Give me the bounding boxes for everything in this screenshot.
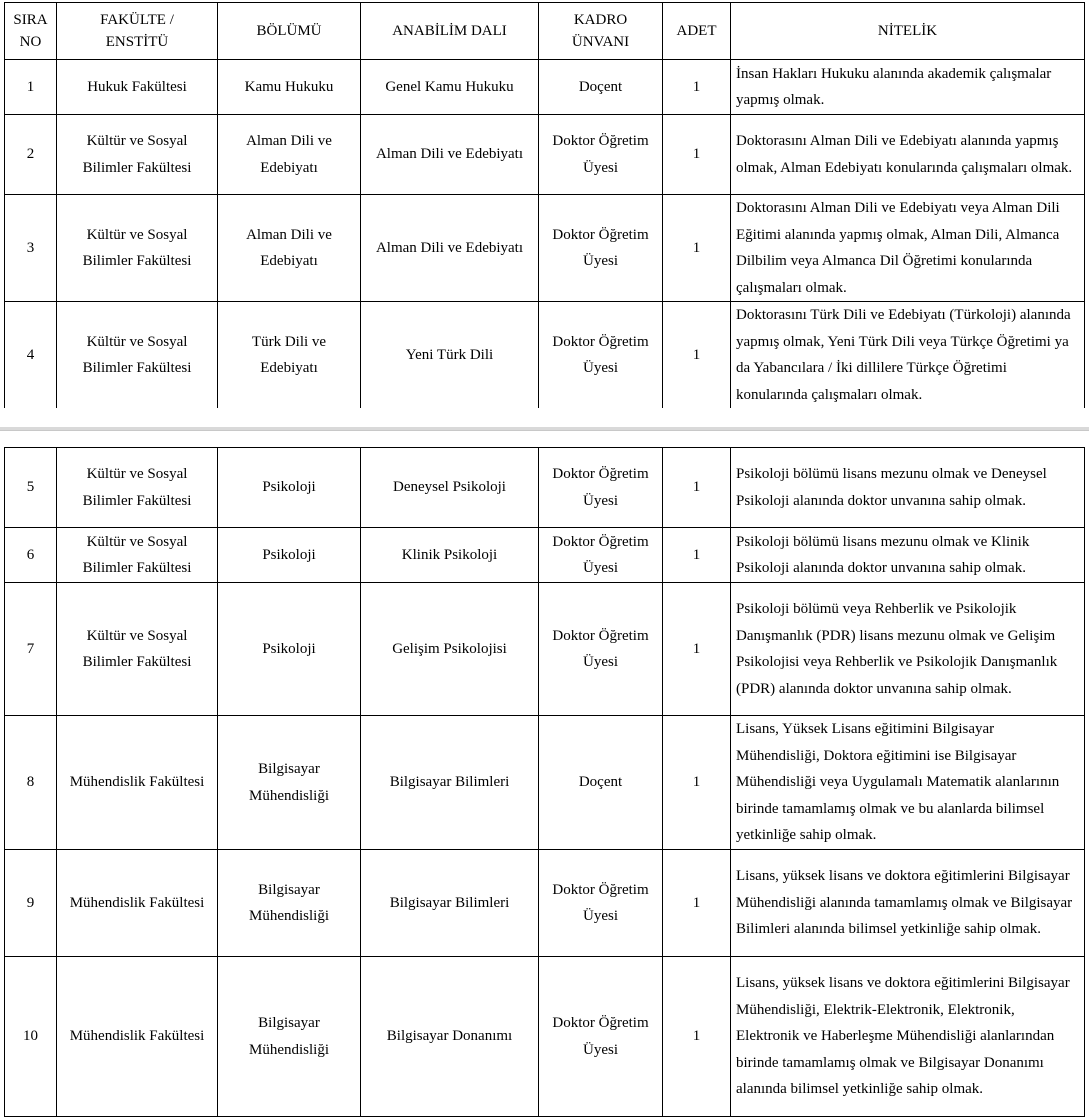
cell-bolum: Psikoloji: [218, 583, 361, 716]
faculty-positions-table-part-2: [4, 447, 1085, 1117]
table-row: [5, 195, 1085, 302]
cell-sira: 4: [5, 302, 57, 409]
cell-bolum: Bilgisayar Mühendisliği: [218, 957, 361, 1117]
cell-adet: 1: [663, 957, 731, 1117]
cell-nitelik: Lisans, yüksek lisans ve doktora eğitimlerini Bilgisayar Mühendisliği alanında tamamlamış olmak ve Bilgisayar Bilimleri alanında bilimsel yetkinliğe sahip olmak.: [731, 850, 1085, 957]
cell-kadro: Doçent: [539, 716, 663, 850]
cell-kadro: Doktor Öğretim Üyesi: [539, 528, 663, 583]
cell-fakulte: Kültür ve Sosyal Bilimler Fakültesi: [57, 448, 218, 528]
header-sira: SIRA NO: [5, 3, 57, 60]
cell-nitelik: Psikoloji bölümü lisans mezunu olmak ve Klinik Psikoloji alanında doktor unvanına sahip olmak.: [731, 528, 1085, 583]
cell-bolum: Alman Dili ve Edebiyatı: [218, 115, 361, 195]
cell-anabilim: Yeni Türk Dili: [361, 302, 539, 409]
cell-adet: 1: [663, 60, 731, 115]
cell-fakulte: Kültür ve Sosyal Bilimler Fakültesi: [57, 302, 218, 409]
cell-adet: 1: [663, 583, 731, 716]
table-row: [5, 448, 1085, 528]
cell-bolum: Kamu Hukuku: [218, 60, 361, 115]
faculty-positions-table-part-1: [4, 2, 1085, 409]
cell-adet: 1: [663, 716, 731, 850]
cell-bolum: Alman Dili ve Edebiyatı: [218, 195, 361, 302]
header-nitelik: NİTELİK: [731, 3, 1085, 60]
cell-fakulte: Mühendislik Fakültesi: [57, 716, 218, 850]
cell-adet: 1: [663, 528, 731, 583]
cell-sira: 9: [5, 850, 57, 957]
cell-kadro: Doktor Öğretim Üyesi: [539, 195, 663, 302]
cell-sira: 8: [5, 716, 57, 850]
cell-fakulte: Kültür ve Sosyal Bilimler Fakültesi: [57, 115, 218, 195]
table-row: [5, 60, 1085, 115]
cell-sira: 10: [5, 957, 57, 1117]
cell-kadro: Doktor Öğretim Üyesi: [539, 115, 663, 195]
cell-sira: 3: [5, 195, 57, 302]
cell-fakulte: Mühendislik Fakültesi: [57, 850, 218, 957]
cell-sira: 1: [5, 60, 57, 115]
cell-bolum: Psikoloji: [218, 448, 361, 528]
table-row: [5, 302, 1085, 409]
header-kadro: KADRO ÜNVANI: [539, 3, 663, 60]
cell-anabilim: Alman Dili ve Edebiyatı: [361, 115, 539, 195]
cell-bolum: Bilgisayar Mühendisliği: [218, 850, 361, 957]
cell-anabilim: Klinik Psikoloji: [361, 528, 539, 583]
cell-adet: 1: [663, 448, 731, 528]
cell-fakulte: Mühendislik Fakültesi: [57, 957, 218, 1117]
cell-fakulte: Kültür ve Sosyal Bilimler Fakültesi: [57, 195, 218, 302]
cell-sira: 2: [5, 115, 57, 195]
cell-anabilim: Bilgisayar Donanımı: [361, 957, 539, 1117]
header-anabilim: ANABİLİM DALI: [361, 3, 539, 60]
cell-anabilim: Gelişim Psikolojisi: [361, 583, 539, 716]
table-row: [5, 528, 1085, 583]
cell-sira: 7: [5, 583, 57, 716]
cell-kadro: Doktor Öğretim Üyesi: [539, 583, 663, 716]
cell-kadro: Doktor Öğretim Üyesi: [539, 448, 663, 528]
cell-nitelik: Doktorasını Alman Dili ve Edebiyatı alanında yapmış olmak, Alman Edebiyatı konularında çalışmaları olmak.: [731, 115, 1085, 195]
cell-fakulte: Kültür ve Sosyal Bilimler Fakültesi: [57, 583, 218, 716]
table-row: [5, 716, 1085, 850]
cell-nitelik: Psikoloji bölümü lisans mezunu olmak ve Deneysel Psikoloji alanında doktor unvanına sahip olmak.: [731, 448, 1085, 528]
cell-sira: 5: [5, 448, 57, 528]
header-bolum: BÖLÜMÜ: [218, 3, 361, 60]
cell-anabilim: Deneysel Psikoloji: [361, 448, 539, 528]
cell-kadro: Doktor Öğretim Üyesi: [539, 850, 663, 957]
cell-nitelik: Lisans, Yüksek Lisans eğitimini Bilgisayar Mühendisliği, Doktora eğitimini ise Bilgisayar Mühendisliği veya Uygulamalı Matematik alanlarının birinde tamamlamış olmak ve bu alanlarda bilimsel yetkinliğe sahip olmak.: [731, 716, 1085, 850]
cell-anabilim: Bilgisayar Bilimleri: [361, 850, 539, 957]
cell-anabilim: Bilgisayar Bilimleri: [361, 716, 539, 850]
table-row: [5, 115, 1085, 195]
cell-nitelik: Psikoloji bölümü veya Rehberlik ve Psikolojik Danışmanlık (PDR) lisans mezunu olmak ve Gelişim Psikolojisi veya Rehberlik ve Psikolojik Danışmanlık (PDR) alanında doktor unvanına sahip olmak.: [731, 583, 1085, 716]
cell-kadro: Doktor Öğretim Üyesi: [539, 302, 663, 409]
cell-fakulte: Hukuk Fakültesi: [57, 60, 218, 115]
table-row: [5, 850, 1085, 957]
header-adet: ADET: [663, 3, 731, 60]
cell-kadro: Doktor Öğretim Üyesi: [539, 957, 663, 1117]
cell-adet: 1: [663, 302, 731, 409]
cell-nitelik: İnsan Hakları Hukuku alanında akademik çalışmalar yapmış olmak.: [731, 60, 1085, 115]
cell-sira: 6: [5, 528, 57, 583]
cell-anabilim: Genel Kamu Hukuku: [361, 60, 539, 115]
cell-nitelik: Doktorasını Alman Dili ve Edebiyatı veya Alman Dili Eğitimi alanında yapmış olmak, Alman Dili, Almanca Dilbilim veya Almanca Dil Öğretimi konularında çalışmaları olmak.: [731, 195, 1085, 302]
header-fakulte: FAKÜLTE / ENSTİTÜ: [57, 3, 218, 60]
header-row: [5, 3, 1085, 60]
cell-kadro: Doçent: [539, 60, 663, 115]
cell-bolum: Psikoloji: [218, 528, 361, 583]
cell-bolum: Türk Dili ve Edebiyatı: [218, 302, 361, 409]
cell-anabilim: Alman Dili ve Edebiyatı: [361, 195, 539, 302]
cell-bolum: Bilgisayar Mühendisliği: [218, 716, 361, 850]
cell-adet: 1: [663, 115, 731, 195]
table-row: [5, 583, 1085, 716]
cell-adet: 1: [663, 850, 731, 957]
page-break-divider-shadow: [0, 430, 1089, 431]
cell-nitelik: Doktorasını Türk Dili ve Edebiyatı (Türkoloji) alanında yapmış olmak, Yeni Türk Dili veya Türkçe Öğretimi ya da Yabancılara / İki dillilere Türkçe Öğretimi konularında çalışmaları olmak.: [731, 302, 1085, 409]
cell-adet: 1: [663, 195, 731, 302]
table-row: [5, 957, 1085, 1117]
cell-nitelik: Lisans, yüksek lisans ve doktora eğitimlerini Bilgisayar Mühendisliği, Elektrik-Elektronik, Elektronik, Elektronik ve Haberleşme Mühendisliği alanlarından birinde tamamlamış olmak ve Bilgisayar Donanımı alanında bilimsel yetkinliğe sahip olmak.: [731, 957, 1085, 1117]
cell-fakulte: Kültür ve Sosyal Bilimler Fakültesi: [57, 528, 218, 583]
